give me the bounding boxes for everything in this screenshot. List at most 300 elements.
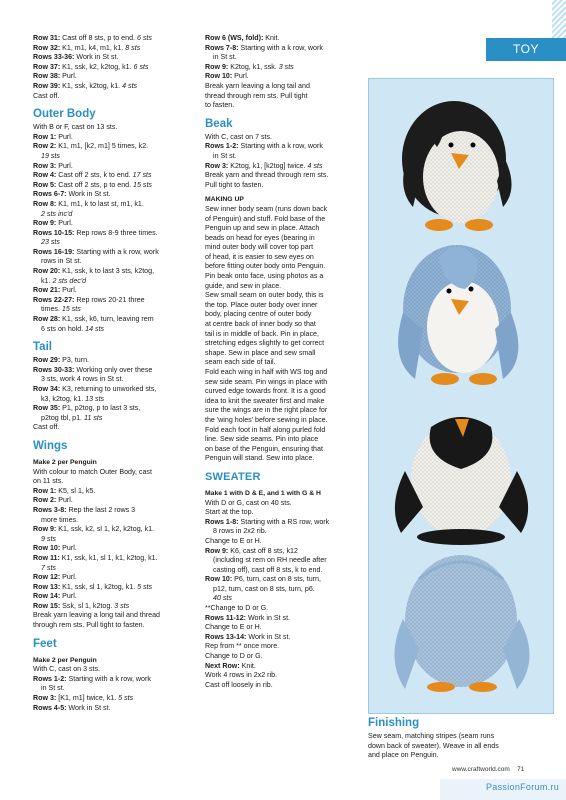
pattern-line bbox=[33, 395, 196, 405]
pattern-line bbox=[205, 547, 365, 557]
instruction-text: in St st. bbox=[213, 53, 237, 62]
row-label: Row 1: bbox=[33, 132, 57, 141]
pattern-line bbox=[205, 575, 365, 585]
pattern-line bbox=[33, 385, 196, 395]
pattern-line bbox=[33, 423, 196, 433]
row-label: Rows 1-2: bbox=[205, 142, 239, 151]
row-label: Rows 3-8: bbox=[33, 505, 67, 514]
row-label: Row 10: bbox=[205, 72, 233, 81]
finishing-line: Sew seam, matching stripes (seam runs bbox=[368, 732, 495, 740]
row-label: Row 2: bbox=[33, 496, 57, 505]
section-heading: Outer Body bbox=[33, 108, 96, 121]
pattern-line bbox=[205, 310, 365, 320]
instruction-text: Working only over these bbox=[74, 365, 153, 374]
instruction-text: K1, ssk, k2tog, k1. bbox=[60, 81, 123, 90]
instruction-text: of Penguin) and stuff. Fold base of the bbox=[205, 214, 326, 223]
pattern-line bbox=[33, 219, 196, 229]
row-label: Row 1: bbox=[33, 486, 57, 495]
pattern-line bbox=[205, 387, 365, 397]
instruction-text: casting off), cast off 8 sts, k to end. bbox=[213, 565, 323, 574]
instruction-text: P1, p2tog, p to last 3 sts, bbox=[60, 404, 141, 413]
pattern-line bbox=[33, 190, 196, 200]
stitch-count: 2 sts dec'd bbox=[52, 276, 87, 285]
instruction-text: K1, ssk, sl 1, k2tog, k1. bbox=[60, 582, 138, 591]
row-label: Row 38: bbox=[33, 72, 61, 81]
instruction-text: Work in St st. bbox=[66, 703, 111, 712]
pattern-line bbox=[205, 181, 365, 191]
section-tab: TOY bbox=[486, 38, 566, 61]
row-label: Row 21: bbox=[33, 286, 61, 295]
stitch-count: 11 sts bbox=[84, 413, 103, 422]
pattern-line bbox=[205, 508, 365, 518]
instruction-text: Cast off. bbox=[33, 423, 60, 432]
instruction-text: K2tog, k1, [k2tog] twice. bbox=[228, 161, 308, 170]
pattern-line bbox=[33, 583, 196, 593]
instruction-text: at centre back of inner body so that bbox=[205, 320, 316, 329]
pattern-line bbox=[205, 253, 365, 263]
pattern-line bbox=[205, 623, 365, 633]
penguin-blue bbox=[398, 245, 518, 385]
instruction-text: Cast off 2 sts, p to end. bbox=[56, 180, 134, 189]
pattern-line bbox=[205, 378, 365, 388]
instruction-text: Purl. bbox=[56, 219, 73, 228]
row-label: Row 6 (WS, fold): bbox=[205, 34, 264, 42]
row-label: Row 34: bbox=[33, 385, 61, 393]
instruction-text: K1, ssk, k2, sl 1, k2, k2tog, k1. bbox=[56, 525, 155, 534]
row-label: Row 37: bbox=[33, 62, 61, 71]
instruction-text: shape. Sew in place and sew small bbox=[205, 348, 316, 357]
stitch-count: 2 sts inc'd bbox=[41, 209, 73, 218]
instruction-text: Ssk, sl 1, k2tog. bbox=[60, 601, 115, 610]
pattern-line bbox=[205, 152, 365, 162]
pattern-line bbox=[33, 44, 196, 54]
instruction-text: to fasten. bbox=[205, 101, 235, 110]
instruction-text: on 11 sts. bbox=[33, 477, 64, 486]
pattern-line bbox=[205, 681, 365, 691]
pattern-line bbox=[205, 416, 365, 426]
pattern-line bbox=[33, 564, 196, 574]
pattern-line bbox=[205, 272, 365, 282]
instruction-text: rows in St st. bbox=[41, 257, 82, 266]
subheading: Make 2 per Penguin bbox=[33, 656, 97, 664]
pattern-line bbox=[205, 556, 365, 566]
row-label: Row 5: bbox=[33, 180, 57, 189]
instruction-text: Cast off 8 sts, p to end. bbox=[60, 34, 137, 42]
pattern-line bbox=[33, 487, 196, 497]
pattern-line bbox=[205, 585, 365, 595]
finishing-line: down back of sweater). Weave in all ends bbox=[368, 741, 499, 750]
stitch-count: 6 sts bbox=[133, 62, 149, 71]
instruction-text: body, placing centre of outer body bbox=[205, 310, 312, 319]
pattern-line bbox=[205, 349, 365, 359]
instruction-text: Starting with a k row, work bbox=[238, 142, 323, 151]
instruction-text: p2tog tbl, p1. bbox=[41, 413, 84, 422]
pattern-line bbox=[33, 554, 196, 564]
instruction-text: the top. Place outer body over inner bbox=[205, 300, 318, 309]
pattern-line bbox=[33, 684, 196, 694]
instruction-text: Change to D or G. bbox=[205, 652, 263, 661]
section-heading: SWEATER bbox=[205, 470, 261, 483]
pattern-line bbox=[205, 339, 365, 349]
pattern-line bbox=[33, 277, 196, 287]
pattern-line bbox=[205, 671, 365, 681]
instruction-text: [K1, m1] twice, k1. bbox=[56, 694, 119, 703]
pattern-line bbox=[33, 665, 196, 675]
pattern-line bbox=[33, 200, 196, 210]
penguin-top-view bbox=[395, 417, 528, 545]
instruction-text: With B or F, cast on 13 sts. bbox=[33, 123, 118, 132]
pattern-line bbox=[33, 257, 196, 267]
instruction-text: Purl. bbox=[56, 132, 73, 141]
instruction-text: Break yarn leaving a long tail and thread bbox=[33, 611, 160, 620]
instruction-text: mind outer body will cover top part bbox=[205, 243, 314, 252]
row-label: Row 9: bbox=[205, 546, 229, 555]
subheading: Make 1 with D & E, and 1 with G & H bbox=[205, 489, 321, 497]
instruction-text: Pull tight to fasten. bbox=[205, 180, 264, 189]
row-label: Row 15: bbox=[33, 601, 61, 610]
pattern-line bbox=[205, 397, 365, 407]
instruction-text: Purl. bbox=[56, 161, 73, 170]
instruction-text: K1, m1, k4, m1, k1. bbox=[60, 43, 126, 52]
stitch-count: 6 sts bbox=[136, 34, 152, 42]
pattern-line bbox=[205, 368, 365, 378]
pattern-line bbox=[33, 63, 196, 73]
instruction-text: K1, m1, [k2, m1] 5 times, k2. bbox=[56, 142, 149, 151]
penguin-black-white bbox=[402, 101, 512, 231]
row-label: Row 10: bbox=[205, 575, 233, 584]
pattern-line bbox=[33, 704, 196, 714]
pattern-line bbox=[205, 162, 365, 172]
pattern-line bbox=[205, 454, 365, 464]
instruction-text: Change to E or H. bbox=[205, 623, 262, 632]
row-label: Row 28: bbox=[33, 315, 61, 324]
finishing-heading: Finishing bbox=[368, 717, 420, 729]
instruction-text: K1, ssk, k1, sl 1, k1, k2tog, k1. bbox=[59, 553, 158, 562]
instruction-text: Rep the last 2 rows 3 bbox=[66, 505, 136, 514]
row-label: Row 35: bbox=[33, 404, 61, 413]
penguin-back-view bbox=[394, 555, 529, 692]
pattern-line bbox=[33, 92, 196, 102]
row-label: Row 8: bbox=[33, 199, 57, 208]
instruction-text: Work in St st. bbox=[66, 190, 111, 199]
pattern-line bbox=[205, 566, 365, 576]
instruction-text: K1, ssk, k to last 3 sts, k2tog, bbox=[60, 267, 155, 276]
row-label: Rows 6-7: bbox=[33, 190, 67, 199]
instruction-text: Work 4 rows in 2x2 rib. bbox=[205, 671, 278, 680]
instruction-text: K1, ssk, k2, k2tog, k1. bbox=[60, 62, 134, 71]
instruction-text: Starting with a k row, work bbox=[66, 674, 151, 683]
instruction-text: Knit. bbox=[263, 34, 280, 42]
pattern-line bbox=[33, 142, 196, 152]
instruction-text: Cast off 2 sts, k to end. bbox=[56, 171, 133, 180]
instruction-text: Break yarn and thread through rem sts. bbox=[205, 171, 329, 180]
stitch-count: 5 sts bbox=[137, 582, 153, 591]
stitch-count: 15 sts bbox=[133, 180, 152, 189]
instruction-text: k1. bbox=[41, 276, 53, 285]
instruction-text: more times. bbox=[41, 515, 79, 524]
stitch-count: 15 sts bbox=[61, 305, 81, 314]
instruction-text: k3, k2tog, k1. bbox=[41, 394, 86, 403]
pattern-line bbox=[205, 282, 365, 292]
pattern-line bbox=[205, 53, 365, 63]
pattern-line bbox=[205, 72, 365, 82]
pattern-line bbox=[33, 414, 196, 424]
pattern-line bbox=[33, 621, 196, 631]
instruction-text: Change to E or H. bbox=[205, 536, 262, 545]
stitch-count: 3 sts bbox=[114, 601, 130, 610]
pattern-line bbox=[33, 82, 196, 92]
stitch-count: 14 sts bbox=[85, 324, 105, 333]
instruction-text: **Change to D or G. bbox=[205, 604, 269, 613]
stitch-count: 3 sts bbox=[278, 62, 294, 71]
pattern-line bbox=[205, 614, 365, 624]
instruction-text: Starting with a k row, work bbox=[238, 43, 323, 52]
pattern-line bbox=[33, 72, 196, 82]
instruction-text: Cast off. bbox=[33, 91, 60, 100]
instruction-text: Pin beak onto face, using photos as a bbox=[205, 272, 324, 281]
pattern-line bbox=[33, 356, 196, 366]
instruction-text: Purl. bbox=[60, 592, 77, 601]
row-label: Rows 33-36: bbox=[33, 53, 75, 62]
instruction-text: Rep from ** once more. bbox=[205, 642, 280, 651]
row-label: Row 9: bbox=[33, 525, 57, 534]
instruction-text: Purl. bbox=[60, 72, 77, 81]
row-label: Rows 1-2: bbox=[33, 674, 67, 683]
row-label: Row 31: bbox=[33, 34, 61, 42]
stitch-count: 5 sts bbox=[118, 694, 134, 703]
row-label: Rows 30-33: bbox=[33, 365, 75, 374]
instruction-text: Work in St st. bbox=[74, 53, 119, 62]
instruction-text: K1, m1, k to last st, m1, k1. bbox=[56, 199, 144, 208]
instruction-text: thread through rem sts. Pull tight bbox=[205, 91, 308, 100]
row-label: Row 3: bbox=[33, 161, 57, 170]
pattern-line bbox=[33, 181, 196, 191]
pattern-line bbox=[205, 537, 365, 547]
pattern-line bbox=[33, 694, 196, 704]
instruction-text: P3, turn. bbox=[60, 356, 89, 365]
pattern-line bbox=[205, 652, 365, 662]
pattern-line bbox=[205, 445, 365, 455]
pattern-line bbox=[205, 642, 365, 652]
site-url: www.craftworld.com bbox=[452, 766, 510, 773]
pattern-line bbox=[205, 262, 365, 272]
pattern-line bbox=[33, 506, 196, 516]
instruction-text: With D or G, cast on 40 sts. bbox=[205, 498, 292, 507]
instruction-text: Fold each wing in half with WS tog and bbox=[205, 368, 328, 376]
instruction-text: Penguin will stand. Sew into place. bbox=[205, 454, 315, 463]
pattern-line bbox=[33, 535, 196, 545]
pattern-line bbox=[205, 142, 365, 152]
pattern-line bbox=[205, 63, 365, 73]
instruction-text: Starting with a RS row, work bbox=[238, 517, 330, 526]
row-label: Row 12: bbox=[33, 573, 61, 582]
pattern-line bbox=[205, 499, 365, 509]
pattern-line bbox=[33, 34, 196, 44]
row-label: Rows 13-14: bbox=[205, 632, 247, 641]
stitch-count: 19 sts bbox=[41, 151, 60, 160]
instruction-text: Sew small seam on outer body, this is bbox=[205, 291, 324, 300]
row-label: Rows 1-8: bbox=[205, 517, 239, 526]
pattern-line bbox=[33, 525, 196, 535]
middle-column bbox=[205, 34, 365, 690]
instruction-text: Rep rows 20-21 three bbox=[74, 295, 145, 304]
instruction-text: K1, ssk, k6, turn, leaving rem bbox=[60, 315, 154, 324]
instruction-text: K5, sl 1, k5. bbox=[56, 486, 96, 495]
penguins-illustration bbox=[369, 79, 553, 713]
instruction-text: times. bbox=[41, 305, 62, 314]
row-label: Row 13: bbox=[33, 582, 61, 591]
instruction-text: before fitting outer body onto Penguin. bbox=[205, 262, 326, 271]
instruction-text: p12, turn, cast on 8 sts, turn, p6. bbox=[213, 584, 315, 593]
row-label: Row 3: bbox=[205, 161, 229, 170]
pattern-line bbox=[205, 44, 365, 54]
pattern-line bbox=[33, 53, 196, 63]
pattern-line bbox=[205, 604, 365, 614]
instruction-text: Work in St st. bbox=[246, 613, 291, 622]
instruction-text: Purl. bbox=[56, 496, 73, 505]
instruction-text: P6, turn, cast on 8 sts, turn, bbox=[232, 575, 321, 584]
stitch-count: 4 sts bbox=[307, 161, 323, 170]
section-heading: Feet bbox=[33, 637, 57, 650]
pattern-line bbox=[205, 330, 365, 340]
row-label: Row 2: bbox=[33, 142, 57, 151]
row-label: Row 10: bbox=[33, 544, 61, 553]
stitch-count: 17 sts bbox=[132, 171, 152, 180]
instruction-text: K2tog, k1, ssk. bbox=[228, 62, 279, 71]
pattern-line bbox=[33, 267, 196, 277]
instruction-text: Work in St st. bbox=[246, 632, 291, 641]
pattern-line bbox=[33, 366, 196, 376]
instruction-text: Penguin up and sew in place. Attach bbox=[205, 224, 320, 233]
instruction-text: Fold each foot in half along purled fold bbox=[205, 425, 326, 434]
pattern-line bbox=[33, 152, 196, 162]
stitch-count: 23 sts bbox=[41, 238, 60, 247]
pattern-line bbox=[33, 305, 196, 315]
pattern-line bbox=[33, 133, 196, 143]
pattern-line bbox=[33, 286, 196, 296]
instruction-text: With C, cast on 7 sts. bbox=[205, 132, 273, 141]
instruction-text: 6 sts on hold. bbox=[41, 324, 86, 333]
section-heading: Tail bbox=[33, 341, 52, 354]
row-label: Rows 11-12: bbox=[205, 613, 247, 622]
penguins-photo bbox=[368, 78, 554, 714]
row-label: Row 11: bbox=[33, 553, 60, 562]
pattern-line bbox=[33, 468, 196, 478]
instruction-text: Purl. bbox=[60, 573, 77, 582]
row-label: Row 9: bbox=[33, 219, 57, 228]
row-label: Next Row: bbox=[205, 661, 240, 670]
instruction-text: (including st rem on RH needle after bbox=[213, 556, 327, 565]
instruction-text: through rem sts. Pull tight to fasten. bbox=[33, 621, 145, 630]
page-footer bbox=[452, 766, 524, 773]
watermark: PassionForum.ru bbox=[486, 782, 560, 792]
pattern-line bbox=[205, 101, 365, 111]
stitch-count: 40 sts bbox=[213, 594, 232, 603]
row-label: Row 29: bbox=[33, 356, 61, 365]
pattern-line bbox=[33, 315, 196, 325]
instruction-text: Rep rows 8-9 three times. bbox=[74, 228, 158, 237]
pattern-line bbox=[205, 301, 365, 311]
pattern-line bbox=[33, 544, 196, 554]
subheading: Make 2 per Penguin bbox=[33, 458, 97, 466]
stitch-count: 4 sts bbox=[122, 81, 138, 90]
row-label: Row 20: bbox=[33, 267, 61, 276]
pattern-line bbox=[205, 426, 365, 436]
subheading: MAKING UP bbox=[205, 196, 244, 204]
pattern-line bbox=[33, 325, 196, 335]
pattern-line bbox=[33, 592, 196, 602]
left-column bbox=[33, 34, 196, 713]
instruction-text: guide, and sew in place. bbox=[205, 281, 282, 290]
instruction-text: Purl. bbox=[232, 72, 249, 81]
row-label: Row 32: bbox=[33, 43, 61, 52]
instruction-text: With C, cast on 3 sts. bbox=[33, 665, 101, 674]
pattern-line bbox=[205, 92, 365, 102]
row-label: Rows 4-5: bbox=[33, 703, 67, 712]
pattern-line bbox=[33, 404, 196, 414]
pattern-line bbox=[33, 229, 196, 239]
row-label: Row 4: bbox=[33, 171, 57, 180]
pattern-line bbox=[205, 518, 365, 528]
row-label: Rows 16-19: bbox=[33, 247, 75, 256]
instruction-text: Sew inner body seam (runs down back bbox=[205, 204, 328, 213]
pattern-line bbox=[205, 435, 365, 445]
instruction-text: the 'wing holes' before sewing in place. bbox=[205, 415, 328, 424]
instruction-text: Starting with a k row, work bbox=[74, 247, 159, 256]
pattern-line bbox=[205, 358, 365, 368]
instruction-text: seam each side of tail. bbox=[205, 358, 276, 367]
pattern-line bbox=[33, 248, 196, 258]
instruction-text: beads on head for eyes (bearing in bbox=[205, 233, 315, 242]
section-heading: Wings bbox=[33, 439, 68, 452]
row-label: Rows 22-27: bbox=[33, 295, 75, 304]
instruction-text: of head, it is easier to sew eyes on bbox=[205, 252, 314, 261]
instruction-text: Start at the top. bbox=[205, 508, 254, 517]
instruction-text: line. Sew side seams. Pin into place bbox=[205, 435, 319, 444]
pattern-line bbox=[205, 133, 365, 143]
pattern-line bbox=[33, 516, 196, 526]
instruction-text: sew side seam. Pin wings in place with bbox=[205, 377, 328, 386]
instruction-text: Purl. bbox=[60, 544, 77, 553]
pattern-line bbox=[205, 527, 365, 537]
instruction-text: in St st. bbox=[41, 684, 65, 693]
pattern-line bbox=[205, 205, 365, 215]
stitch-count: 9 sts bbox=[41, 534, 56, 543]
instruction-text: 3 sts, work 4 rows in St st. bbox=[41, 375, 124, 384]
instruction-text: Purl. bbox=[60, 286, 77, 295]
pattern-line bbox=[205, 224, 365, 234]
pattern-line bbox=[33, 496, 196, 506]
pattern-line bbox=[205, 82, 365, 92]
pattern-line bbox=[205, 243, 365, 253]
pattern-line bbox=[205, 633, 365, 643]
pattern-line bbox=[205, 34, 365, 44]
instruction-text: sure the wings are in the right place for bbox=[205, 406, 328, 415]
instruction-text: curved edge towards front. It is a good bbox=[205, 387, 326, 396]
pattern-line bbox=[205, 171, 365, 181]
stitch-count: 13 sts bbox=[85, 394, 105, 403]
page-number: 71 bbox=[517, 766, 525, 773]
pattern-line bbox=[205, 320, 365, 330]
instruction-text: idea to knit the sweater first and make bbox=[205, 396, 325, 405]
pattern-line bbox=[33, 210, 196, 220]
instruction-text: on base of the Penguin, ensuring that bbox=[205, 444, 323, 453]
instruction-text: in St st. bbox=[213, 151, 237, 160]
pattern-line bbox=[205, 291, 365, 301]
instruction-text: tail is in middle of back. Pin in place, bbox=[205, 329, 319, 338]
stitch-count: 7 sts bbox=[41, 563, 56, 572]
pattern-line bbox=[33, 375, 196, 385]
